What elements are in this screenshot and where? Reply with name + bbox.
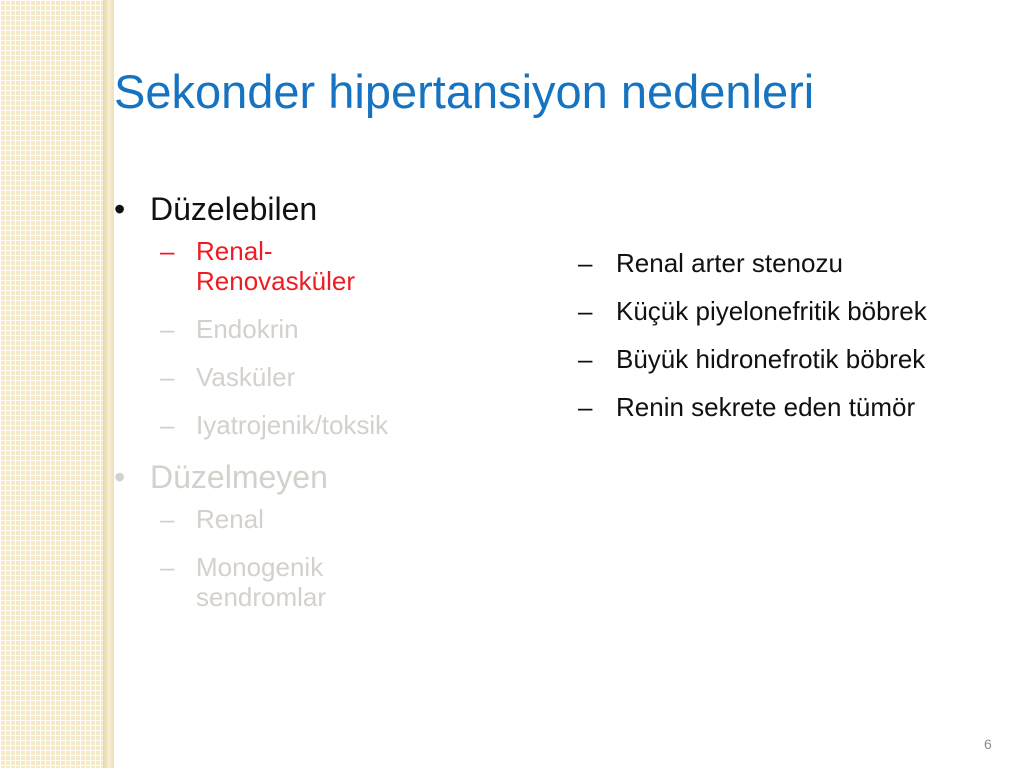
sub-item-endocrine bbox=[114, 314, 554, 344]
sub-item-text: Iyatrojenik/toksik bbox=[196, 410, 389, 440]
sub-item-renal bbox=[114, 504, 554, 534]
right-item-text: Küçük piyelonefritik böbrek bbox=[616, 296, 927, 326]
dash-marker: – bbox=[160, 362, 175, 392]
sub-item-text: Endokrin bbox=[196, 314, 299, 344]
right-item-large-hydronephrotic-kidney bbox=[578, 344, 956, 374]
decorative-side-pattern bbox=[0, 0, 103, 768]
dash-marker: – bbox=[578, 296, 593, 326]
sub-item-renal-renovascular bbox=[114, 236, 366, 296]
dash-marker: – bbox=[578, 392, 593, 422]
bullet-non-correctable bbox=[114, 458, 554, 496]
right-item-text: Renal arter stenozu bbox=[616, 248, 843, 278]
dash-marker: – bbox=[160, 410, 175, 440]
dash-marker: – bbox=[160, 314, 175, 344]
right-item-renin-secreting-tumor bbox=[578, 392, 956, 422]
bullet-label-non-correctable: Düzelmeyen bbox=[150, 459, 328, 495]
right-item-renal-artery-stenosis bbox=[578, 248, 976, 278]
sub-item-iatrogenic-toxic bbox=[114, 410, 554, 440]
bullet-label-correctable: Düzelebilen bbox=[150, 191, 318, 227]
sub-item-text: Vasküler bbox=[196, 362, 296, 392]
dash-marker: – bbox=[160, 552, 175, 582]
sub-item-text: Renal-Renovasküler bbox=[196, 236, 355, 296]
bullet-marker: • bbox=[114, 191, 126, 227]
slide-title: Sekonder hipertansiyon nedenleri bbox=[114, 65, 815, 118]
bullet-marker: • bbox=[114, 459, 126, 495]
left-bullet-list bbox=[114, 190, 554, 630]
right-item-small-pyelonephritic-kidney bbox=[578, 296, 956, 326]
dash-marker: – bbox=[578, 248, 593, 278]
right-bullet-list bbox=[578, 248, 978, 440]
right-item-text: Renin sekrete eden tümör bbox=[616, 392, 916, 422]
dash-marker: – bbox=[160, 236, 175, 266]
decorative-side-stripe bbox=[103, 0, 114, 768]
dash-marker: – bbox=[578, 344, 593, 374]
bullet-correctable bbox=[114, 190, 554, 228]
sub-item-text: Renal bbox=[196, 504, 264, 534]
right-item-text: Büyük hidronefrotik böbrek bbox=[616, 344, 926, 374]
sub-item-vascular bbox=[114, 362, 554, 392]
dash-marker: – bbox=[160, 504, 175, 534]
sub-item-monogenic-syndromes bbox=[114, 552, 396, 612]
sub-item-text: Monogenik sendromlar bbox=[196, 552, 327, 612]
page-number: 6 bbox=[984, 736, 992, 752]
